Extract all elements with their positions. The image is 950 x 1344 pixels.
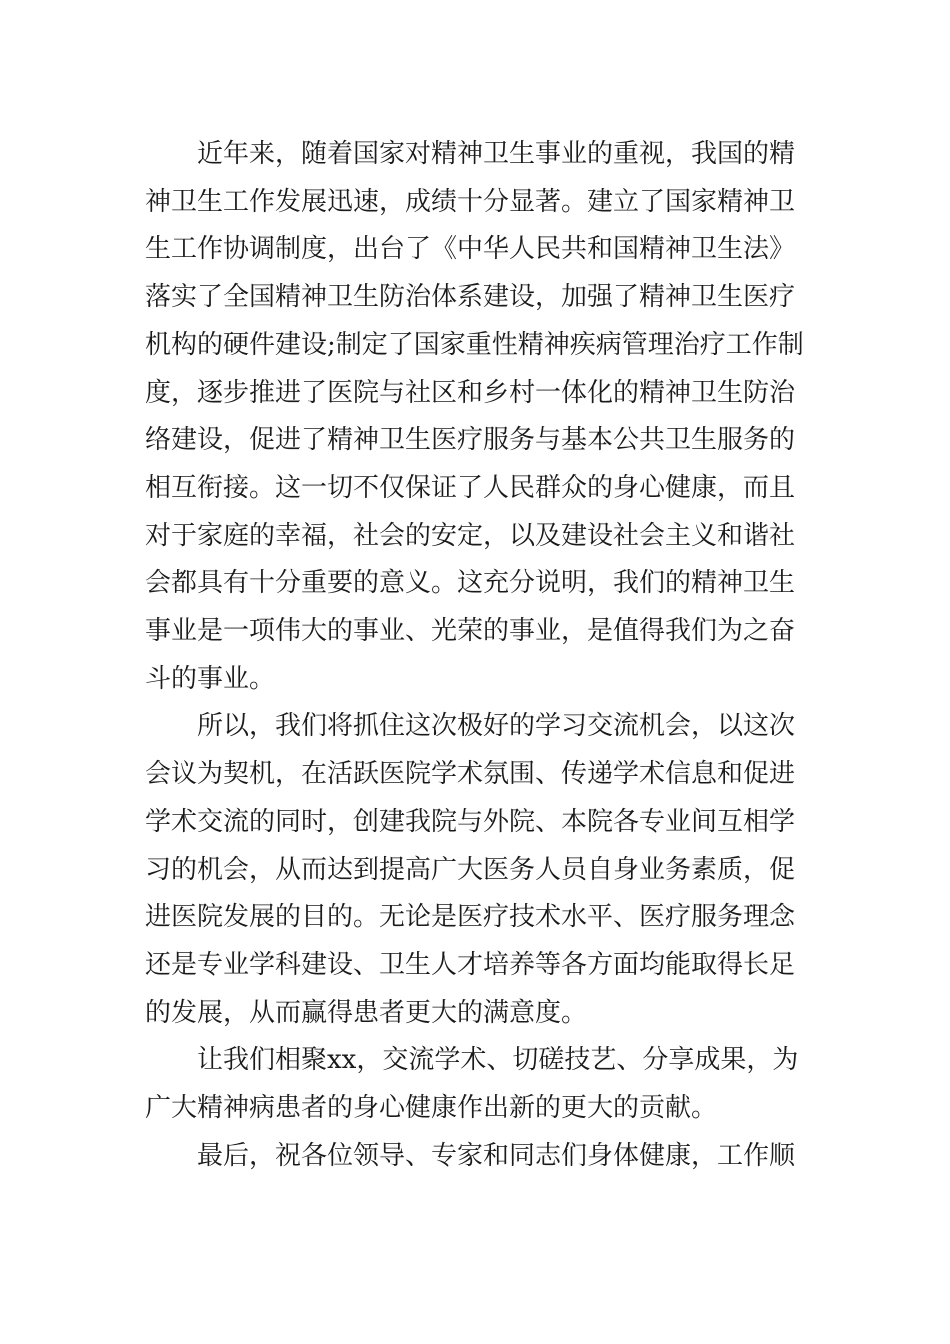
text-line: 习的机会，从而达到提高广大医务人员自身业务素质，促: [145, 854, 796, 885]
document-body: [145, 131, 807, 1180]
text-line: 近年来，随着国家对精神卫生事业的重视，我国的精: [197, 139, 796, 169]
text-line: 神卫生工作发展迅速，成绩十分显著。建立了国家精神卫: [145, 186, 796, 217]
text-line: 最后，祝各位领导、专家和同志们身体健康，工作顺: [197, 1140, 796, 1171]
paragraph-4: [145, 1133, 807, 1181]
text-line: 斗的事业。: [145, 663, 276, 694]
text-line: 所以，我们将抓住这次极好的学习交流机会，以这次: [197, 711, 796, 742]
text-line: 络建设，促进了精神卫生医疗服务与基本公共卫生服务的: [145, 425, 796, 456]
paragraph-1: [145, 131, 807, 703]
text-line: 度，逐步推进了医院与社区和乡村一体化的精神卫生防治: [145, 377, 796, 408]
text-line: 对于家庭的幸福，社会的安定，以及建设社会主义和谐社: [145, 520, 796, 551]
text-line: 生工作协调制度，出台了《中华人民共和国精神卫生法》: [145, 234, 796, 265]
text-line: 让我们相聚xx，交流学术、切磋技艺、分享成果，为: [197, 1045, 799, 1076]
text-line: 相互衔接。这一切不仅保证了人民群众的身心健康，而且: [145, 472, 796, 503]
text-line: 还是专业学科建设、卫生人才培养等各方面均能取得长足: [145, 949, 796, 980]
text-line: 落实了全国精神卫生防治体系建设，加强了精神卫生医疗: [145, 282, 796, 313]
text-line: 会都具有十分重要的意义。这充分说明，我们的精神卫生: [145, 568, 796, 599]
paragraph-2: [145, 703, 807, 1037]
text-line: 机构的硬件建设;制定了国家重性精神疾病管理治疗工作制: [145, 329, 804, 360]
text-line: 事业是一项伟大的事业、光荣的事业，是值得我们为之奋: [145, 616, 796, 647]
text-line: 学术交流的同时，创建我院与外院、本院各专业间互相学: [145, 806, 796, 837]
text-line: 进医院发展的目的。无论是医疗技术水平、医疗服务理念: [145, 902, 796, 933]
text-line: 会议为契机，在活跃医院学术氛围、传递学术信息和促进: [145, 759, 796, 790]
text-line: 的发展，从而赢得患者更大的满意度。: [145, 997, 588, 1028]
text-line: 广大精神病患者的身心健康作出新的更大的贡献。: [145, 1093, 718, 1124]
paragraph-3: [145, 1037, 807, 1132]
